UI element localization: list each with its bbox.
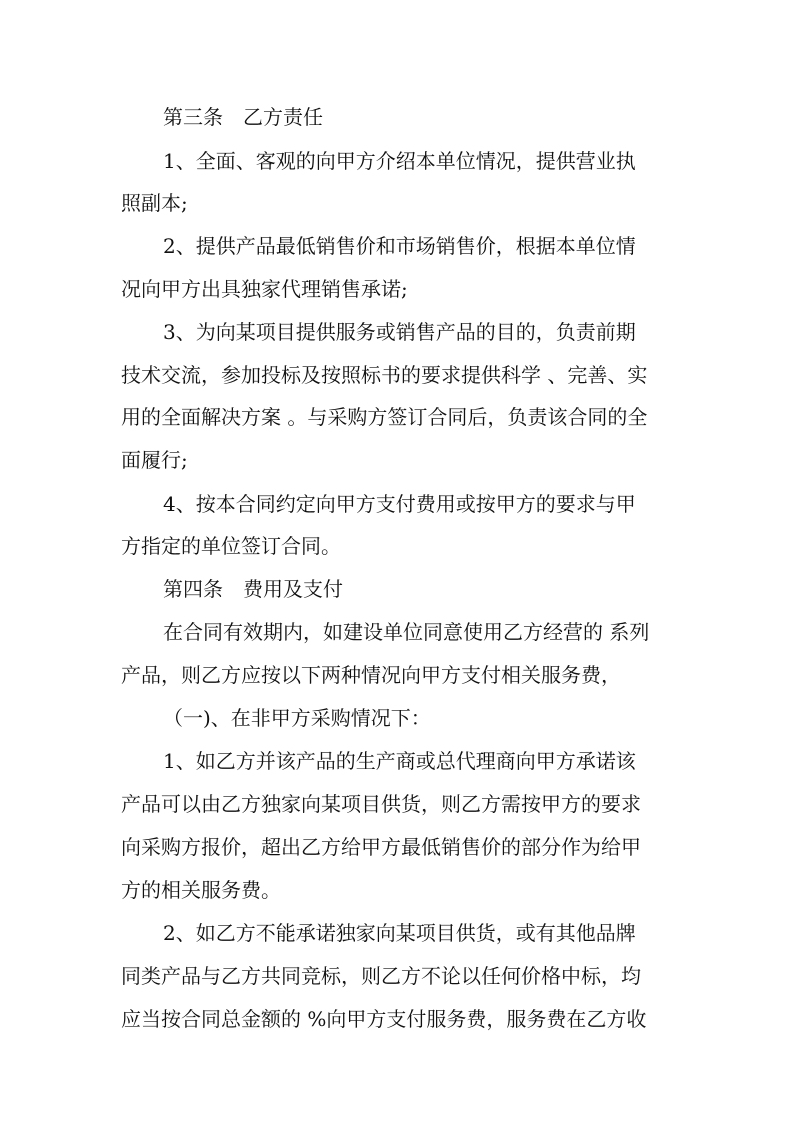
article-3-item-3-cont-2: 用的全面解决方案 。与采购方签订合同后，负责该合同的全 <box>121 405 648 429</box>
article-3-item-2-cont: 况向甲方出具独家代理销售承诺; <box>121 277 408 301</box>
article-3-item-2: 2、提供产品最低销售价和市场销售价，根据本单位情 <box>163 234 636 258</box>
article-4-item-1-cont-2: 向采购方报价，超出乙方给甲方最低销售价的部分作为给甲 <box>121 835 641 859</box>
article-3-item-1-cont: 照副本; <box>121 191 188 215</box>
article-4-item-2-cont-1: 同类产品与乙方共同竞标，则乙方不论以任何价格中标，均 <box>121 964 641 988</box>
article-3-item-3: 3、为向某项目提供服务或销售产品的目的，负责前期 <box>163 320 636 344</box>
article-3-item-3-cont-3: 面履行; <box>121 448 188 472</box>
article-4-section-1: （一)、在非甲方采购情况下： <box>163 706 431 730</box>
article-3-item-4-cont: 方指定的单位签订合同。 <box>121 534 341 558</box>
article-4-item-2: 2、如乙方不能承诺独家向某项目供货，或有其他品牌 <box>163 921 636 945</box>
article-4-paragraph-cont: 产品，则乙方应按以下两种情况向甲方支付相关服务费， <box>121 663 621 687</box>
article-4-paragraph: 在合同有效期内，如建设单位同意使用乙方经营的 系列 <box>163 620 650 644</box>
article-3-item-1: 1、全面、客观的向甲方介绍本单位情况，提供营业执 <box>163 149 636 173</box>
article-4-item-1-cont-1: 产品可以由乙方独家向某项目供货，则乙方需按甲方的要求 <box>121 792 641 816</box>
article-4-item-2-cont-2: 应当按合同总金额的 %向甲方支付服务费，服务费在乙方收 <box>121 1007 647 1031</box>
article-4-item-1: 1、如乙方并该产品的生产商或总代理商向甲方承诺该 <box>163 749 636 773</box>
article-3-item-3-cont-1: 技术交流，参加投标及按照标书的要求提供科学 、完善、实 <box>121 363 648 387</box>
article-3-item-4: 4、按本合同约定向甲方支付费用或按甲方的要求与甲 <box>163 492 636 516</box>
article-4-item-1-cont-3: 方的相关服务费。 <box>121 878 281 902</box>
article-4-heading: 第四条 费用及支付 <box>163 577 343 601</box>
article-3-heading: 第三条 乙方责任 <box>163 105 323 129</box>
